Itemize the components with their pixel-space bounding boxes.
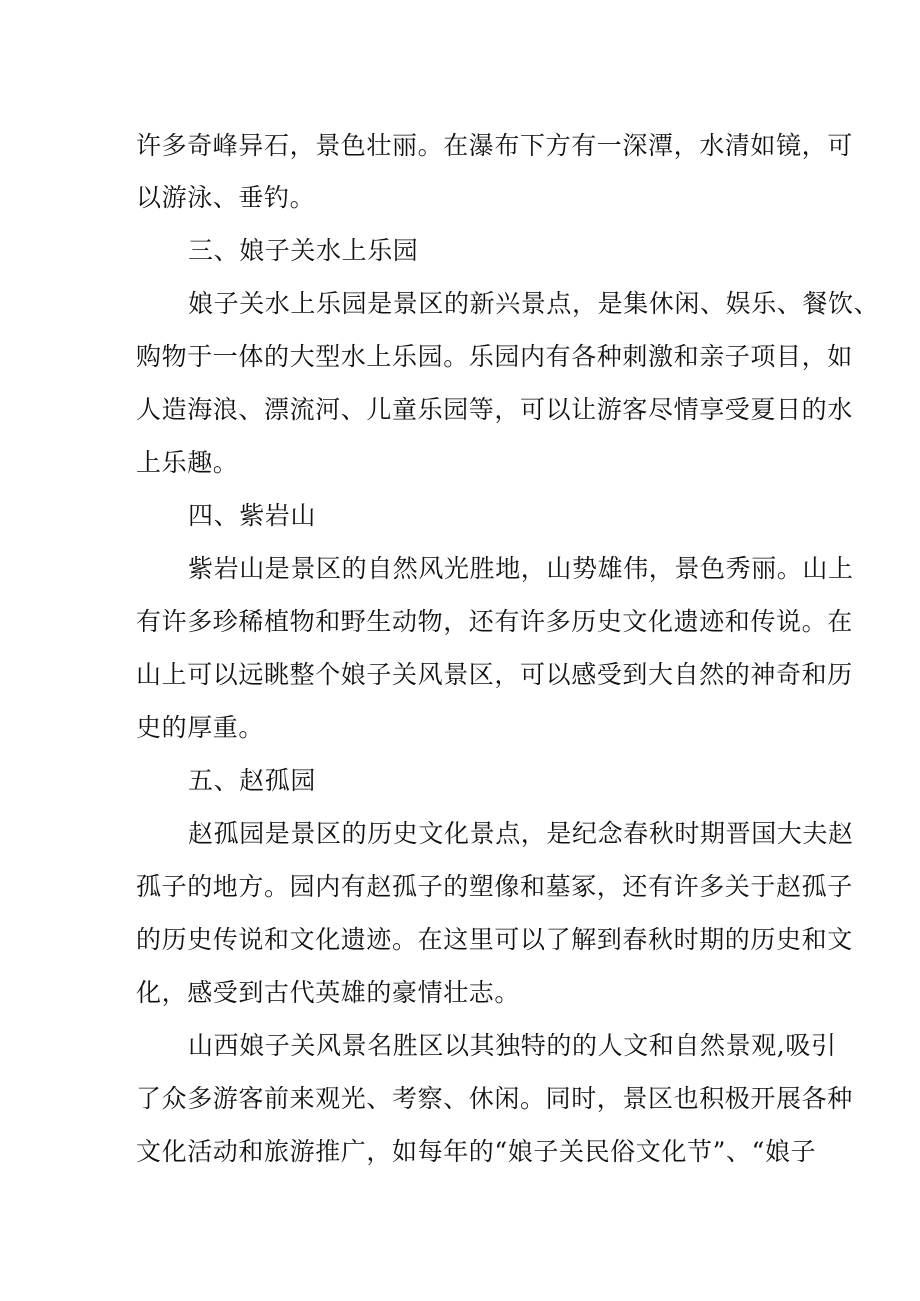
text-line: 上乐趣。 <box>136 448 239 477</box>
text-line: 文化活动和旅游推广，如每年的“娘子关民俗文化节”、“娘子 <box>136 1137 817 1166</box>
text-line: 孤子的地方。园内有赵孤子的塑像和墓冢，还有许多关于赵孤子 <box>136 872 853 901</box>
text-line: 以游泳、垂钓。 <box>136 183 316 212</box>
text-line: 有许多珍稀植物和野生动物，还有许多历史文化遗迹和传说。在 <box>136 607 853 636</box>
section-heading: 五、赵孤园 <box>188 766 317 795</box>
text-line: 人造海浪、漂流河、儿童乐园等，可以让游客尽情享受夏日的水 <box>136 395 853 424</box>
text-line: 史的厚重。 <box>136 713 265 742</box>
text-line: 化，感受到古代英雄的豪情壮志。 <box>136 978 521 1007</box>
text-line: 购物于一体的大型水上乐园。乐园内有各种刺激和亲子项目，如 <box>136 342 853 371</box>
text-line: 山西娘子关风景名胜区以其独特的的人文和自然景观,吸引 <box>188 1031 837 1060</box>
section-heading: 三、娘子关水上乐园 <box>188 236 419 265</box>
text-line: 许多奇峰异石，景色壮丽。在瀑布下方有一深潭，水清如镜，可 <box>136 131 853 160</box>
text-line: 了众多游客前来观光、考察、休闲。同时，景区也积极开展各种 <box>136 1084 853 1113</box>
text-line: 紫岩山是景区的自然风光胜地，山势雄伟，景色秀丽。山上 <box>188 554 854 583</box>
text-line: 娘子关水上乐园是景区的新兴景点，是集休闲、娱乐、餐饮、 <box>188 289 880 318</box>
text-line: 赵孤园是景区的历史文化景点，是纪念春秋时期晋国大夫赵 <box>188 819 854 848</box>
text-line: 山上可以远眺整个娘子关风景区，可以感受到大自然的神奇和历 <box>136 660 853 689</box>
section-heading: 四、紫岩山 <box>188 501 317 530</box>
text-line: 的历史传说和文化遗迹。在这里可以了解到春秋时期的历史和文 <box>136 925 853 954</box>
